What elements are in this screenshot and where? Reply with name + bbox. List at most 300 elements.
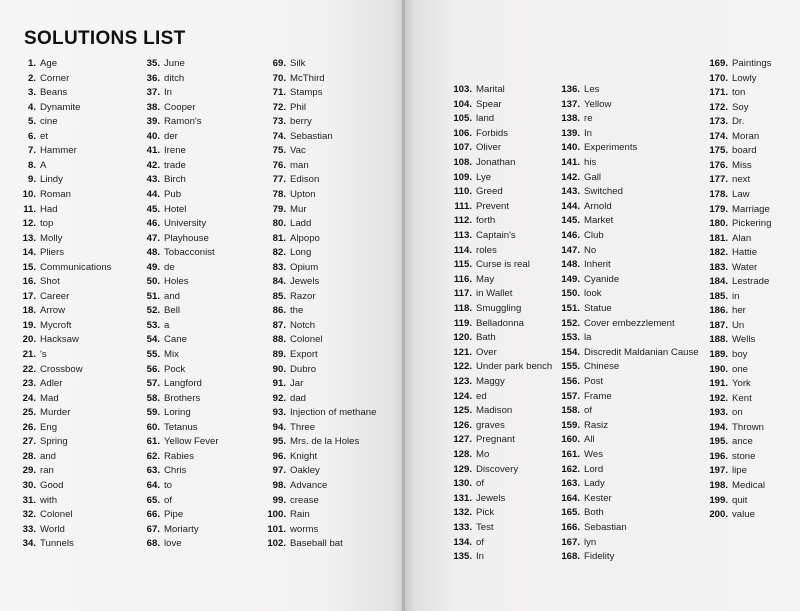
- solution-item: [704, 262, 757, 274]
- solution-item: [444, 478, 484, 490]
- solution-number: 111.: [454, 200, 472, 212]
- solution-number: 161.: [561, 449, 580, 460]
- solution-text: Rain: [290, 509, 310, 521]
- solution-item: [556, 478, 605, 490]
- solution-number: 146.: [561, 230, 580, 241]
- solution-text: No: [584, 244, 597, 256]
- solution-text: Discredit Maldanian Cause: [584, 346, 699, 358]
- solution-number: 65.: [146, 494, 160, 506]
- solution-number: 175.: [709, 145, 728, 157]
- solution-text: Beans: [40, 87, 68, 99]
- solution-text: of: [476, 536, 485, 548]
- solution-number: 33.: [22, 523, 36, 535]
- solution-item: [704, 465, 747, 477]
- solution-item: [138, 349, 179, 361]
- solution-number: 194.: [709, 421, 728, 433]
- solution-number: 178.: [709, 189, 728, 200]
- solution-item: [704, 116, 744, 128]
- solution-item: [262, 174, 319, 186]
- solution-text: Belladonna: [476, 317, 525, 329]
- solution-text: Hammer: [40, 145, 77, 157]
- solution-number: 4.: [27, 101, 36, 113]
- solution-number: 169.: [709, 58, 728, 69]
- solution-item: [262, 349, 318, 361]
- solution-item: [444, 507, 494, 519]
- solution-item: [556, 347, 699, 359]
- solution-number: 182.: [709, 247, 728, 259]
- solution-number: 78.: [272, 189, 286, 200]
- solution-text: et: [40, 130, 49, 142]
- solution-item: [444, 230, 516, 242]
- solution-item: [556, 99, 611, 111]
- solution-number: 7.: [27, 145, 36, 157]
- solution-item: [14, 509, 73, 521]
- solution-number: 71.: [272, 87, 286, 99]
- solution-item: [704, 58, 771, 70]
- solution-text: Paintings: [732, 58, 772, 69]
- solution-text: Had: [40, 203, 58, 215]
- solution-text: Silk: [290, 58, 306, 69]
- solution-item: [138, 204, 186, 216]
- solution-text: man: [290, 159, 309, 171]
- solution-number: 200.: [709, 509, 728, 521]
- solution-text: Opium: [290, 261, 319, 273]
- solution-number: 163.: [561, 478, 580, 490]
- solution-number: 112.: [453, 215, 472, 227]
- solution-number: 62.: [146, 450, 160, 462]
- solution-text: Spring: [40, 436, 68, 448]
- solution-text: Baseball bat: [290, 538, 343, 550]
- solution-text: Mycroft: [40, 319, 72, 331]
- solution-item: [556, 186, 623, 198]
- solution-item: [704, 291, 739, 303]
- solution-item: [444, 405, 512, 417]
- solution-number: 56.: [146, 363, 160, 375]
- solution-number: 154.: [561, 346, 580, 358]
- solution-number: 67.: [146, 523, 160, 535]
- solution-text: World: [40, 523, 65, 535]
- solution-item: [556, 230, 604, 242]
- solution-item: [704, 407, 743, 419]
- solution-text: Sebastian: [290, 130, 333, 142]
- solution-item: [444, 551, 484, 563]
- solution-text: Discovery: [476, 463, 519, 475]
- solution-number: 22.: [22, 363, 36, 375]
- solution-text: forth: [476, 215, 496, 227]
- solution-number: 15.: [22, 261, 36, 273]
- solution-text: Wes: [584, 449, 604, 460]
- solution-text: Cooper: [164, 101, 196, 113]
- solution-item: [444, 201, 509, 213]
- solution-number: 150.: [561, 288, 580, 300]
- solution-number: 109.: [453, 171, 472, 183]
- solution-item: [444, 172, 491, 184]
- solution-item: [262, 58, 305, 70]
- solution-item: [444, 522, 494, 534]
- solution-text: Les: [584, 84, 600, 95]
- solution-number: 20.: [22, 334, 36, 346]
- solution-item: [14, 320, 71, 332]
- solution-item: [14, 116, 58, 128]
- solution-number: 103.: [453, 84, 472, 95]
- solution-number: 132.: [453, 507, 472, 519]
- solution-item: [138, 262, 175, 274]
- solution-item: [262, 233, 320, 245]
- solution-item: [704, 189, 750, 201]
- solution-number: 81.: [272, 232, 286, 244]
- solution-text: one: [732, 363, 749, 375]
- solution-text: in: [732, 290, 740, 302]
- solution-item: [14, 334, 79, 346]
- solution-text: crease: [290, 494, 319, 506]
- solution-number: 140.: [561, 142, 580, 154]
- solution-item: [14, 305, 65, 317]
- solution-item: [444, 288, 512, 300]
- solution-item: [14, 465, 54, 477]
- solution-text: Lestrade: [732, 276, 770, 288]
- solution-number: 52.: [146, 305, 160, 317]
- solution-number: 138.: [561, 113, 580, 125]
- solution-item: [138, 320, 169, 332]
- solution-text: Club: [584, 230, 604, 241]
- solution-text: Mrs. de la Holes: [290, 436, 360, 448]
- solution-item: [704, 480, 765, 492]
- solution-item: [556, 303, 612, 315]
- solution-text: Captain's: [476, 230, 516, 241]
- solution-item: [704, 422, 764, 434]
- solution-item: [556, 361, 619, 373]
- solution-number: 107.: [453, 142, 472, 154]
- solution-text: Lowly: [732, 72, 757, 84]
- solution-text: Forbids: [476, 127, 508, 139]
- solution-number: 1.: [27, 58, 36, 69]
- solution-number: 10.: [22, 189, 36, 200]
- solution-number: 137.: [561, 98, 580, 110]
- solution-text: on: [732, 407, 743, 419]
- solution-number: 115.: [453, 259, 472, 271]
- solution-number: 38.: [146, 101, 160, 113]
- solution-item: [444, 303, 521, 315]
- solution-number: 74.: [272, 130, 286, 142]
- solution-number: 122.: [453, 361, 472, 373]
- solution-text: Colonel: [290, 334, 323, 346]
- solution-number: 84.: [272, 276, 286, 288]
- solution-text: Un: [732, 319, 745, 331]
- solution-text: Bath: [476, 332, 496, 344]
- solution-item: [138, 58, 185, 70]
- solution-text: Statue: [584, 303, 612, 314]
- solution-item: [138, 276, 189, 288]
- solution-text: Cyanide: [584, 273, 620, 285]
- solution-text: lyn: [584, 536, 597, 548]
- solution-item: [556, 113, 593, 125]
- solution-text: of: [476, 478, 485, 490]
- book-gutter: [402, 0, 405, 611]
- solution-number: 144.: [561, 200, 580, 212]
- solution-text: Alan: [732, 232, 752, 244]
- solution-number: 102.: [267, 538, 286, 550]
- solution-number: 167.: [561, 536, 580, 548]
- solution-number: 195.: [709, 436, 728, 448]
- solution-number: 181.: [709, 232, 728, 244]
- solution-item: [138, 218, 206, 230]
- solution-text: Upton: [290, 189, 316, 200]
- right-page: [404, 0, 800, 611]
- solution-number: 83.: [272, 261, 286, 273]
- solution-number: 92.: [272, 392, 286, 404]
- solution-text: Injection of methane: [290, 407, 377, 419]
- solution-text: Water: [732, 261, 758, 273]
- solution-number: 90.: [272, 363, 286, 375]
- solution-text: trade: [164, 159, 186, 171]
- solution-text: boy: [732, 349, 748, 360]
- solution-item: [704, 145, 757, 157]
- solution-item: [556, 142, 637, 154]
- solution-number: 190.: [709, 363, 728, 375]
- solution-text: Pliers: [40, 247, 64, 259]
- solution-item: [14, 58, 57, 70]
- solution-item: [444, 318, 524, 330]
- solution-text: Loring: [164, 407, 191, 419]
- solution-item: [262, 393, 306, 405]
- solution-text: Jonathan: [476, 157, 516, 168]
- solution-number: 120.: [453, 332, 472, 344]
- solution-item: [138, 378, 202, 390]
- solution-item: [262, 378, 303, 390]
- solution-text: Vac: [290, 145, 306, 157]
- solution-item: [704, 378, 751, 390]
- solution-number: 17.: [22, 290, 36, 302]
- solution-text: top: [40, 218, 54, 230]
- solution-number: 80.: [272, 218, 286, 230]
- solution-item: [262, 247, 311, 259]
- solution-item: [556, 522, 627, 534]
- solution-item: [262, 116, 312, 128]
- solution-item: [262, 480, 327, 492]
- solution-number: 3.: [27, 87, 36, 99]
- solution-number: 27.: [22, 436, 36, 448]
- solution-number: 42.: [146, 159, 160, 171]
- solution-text: Mo: [476, 449, 490, 460]
- solution-item: [138, 174, 186, 186]
- solution-number: 162.: [561, 463, 580, 475]
- solution-item: [262, 407, 376, 419]
- solution-text: Kent: [732, 392, 752, 404]
- solution-text: land: [476, 113, 495, 125]
- solution-text: Cover embezzlement: [584, 317, 675, 329]
- solution-number: 37.: [146, 87, 160, 99]
- solution-item: [138, 465, 186, 477]
- solution-text: de: [164, 261, 175, 273]
- solution-item: [444, 376, 505, 388]
- solution-item: [262, 524, 318, 536]
- solution-number: 79.: [272, 203, 286, 215]
- solution-text: Advance: [290, 480, 328, 491]
- solution-text: Hattie: [732, 247, 758, 259]
- solution-item: [704, 131, 759, 143]
- solution-item: [262, 145, 306, 157]
- solution-text: Adler: [40, 378, 63, 390]
- solution-number: 143.: [561, 186, 580, 198]
- solution-item: [444, 99, 502, 111]
- solution-text: Chinese: [584, 361, 620, 373]
- solution-text: Over: [476, 346, 497, 358]
- solution-number: 106.: [453, 127, 472, 139]
- solution-text: Phil: [290, 101, 306, 113]
- solution-item: [14, 349, 47, 361]
- solution-number: 189.: [709, 349, 728, 360]
- solution-number: 86.: [272, 305, 286, 317]
- solution-number: 119.: [453, 317, 472, 329]
- solution-text: berry: [290, 116, 312, 128]
- solution-number: 183.: [709, 261, 728, 273]
- solution-item: [444, 84, 505, 96]
- solution-text: Gall: [584, 171, 602, 183]
- solution-number: 87.: [272, 319, 286, 331]
- solution-number: 164.: [561, 492, 580, 504]
- solution-number: 55.: [146, 349, 160, 360]
- solution-item: [704, 334, 755, 346]
- solution-item: [138, 538, 182, 550]
- solution-item: [444, 361, 552, 373]
- solution-item: [262, 87, 323, 99]
- solution-text: his: [584, 157, 597, 168]
- solution-item: [556, 318, 675, 330]
- solution-number: 46.: [146, 218, 160, 230]
- solution-item: [556, 405, 592, 417]
- solution-text: Hotel: [164, 203, 187, 215]
- solution-item: [138, 160, 186, 172]
- solution-item: [14, 174, 63, 186]
- solution-text: Mix: [164, 349, 179, 360]
- solution-text: Pock: [164, 363, 186, 375]
- solution-item: [14, 262, 111, 274]
- solution-item: [704, 87, 745, 99]
- solution-number: 123.: [453, 376, 472, 387]
- solution-number: 134.: [453, 536, 472, 548]
- solution-number: 105.: [453, 113, 472, 125]
- solution-number: 104.: [453, 98, 472, 110]
- solution-number: 191.: [709, 378, 728, 390]
- solution-number: 135.: [453, 551, 472, 563]
- solution-number: 100.: [267, 509, 286, 521]
- solution-item: [14, 436, 68, 448]
- solution-item: [444, 434, 515, 446]
- solution-text: Tunnels: [40, 538, 74, 550]
- solution-text: Corner: [40, 72, 70, 84]
- solution-text: All: [584, 434, 595, 446]
- solution-number: 157.: [561, 390, 580, 402]
- solution-text: Market: [584, 215, 614, 227]
- solution-text: Fidelity: [584, 551, 615, 563]
- solution-item: [556, 493, 612, 505]
- solution-item: [138, 480, 172, 492]
- solution-item: [556, 201, 612, 213]
- solution-number: 91.: [272, 378, 286, 390]
- solution-number: 139.: [561, 127, 580, 139]
- solution-text: Three: [290, 421, 316, 433]
- solution-text: Eng: [40, 421, 58, 433]
- solution-text: Rasiz: [584, 419, 608, 431]
- solution-item: [704, 204, 770, 216]
- solution-number: 185.: [709, 290, 728, 302]
- solution-number: 128.: [453, 449, 472, 460]
- solution-text: In: [584, 127, 593, 139]
- solution-number: 36.: [146, 72, 160, 84]
- solution-item: [262, 305, 303, 317]
- solution-item: [556, 274, 619, 286]
- solution-number: 11.: [23, 203, 36, 215]
- solution-text: Pub: [164, 189, 182, 200]
- solution-number: 77.: [272, 174, 286, 186]
- solution-item: [262, 334, 323, 346]
- solution-text: Marital: [476, 84, 505, 95]
- solution-number: 116.: [453, 273, 472, 285]
- solution-text: Export: [290, 349, 318, 360]
- solution-number: 179.: [709, 203, 728, 215]
- solution-item: [138, 87, 172, 99]
- solution-text: Mad: [40, 392, 59, 404]
- solution-item: [704, 102, 749, 114]
- solution-item: [444, 245, 497, 257]
- solution-number: 113.: [453, 230, 472, 241]
- solution-text: Good: [40, 480, 64, 491]
- solution-text: Spear: [476, 98, 502, 110]
- solution-item: [444, 157, 515, 169]
- solution-text: worms: [290, 523, 319, 535]
- solution-text: Experiments: [584, 142, 638, 154]
- solution-number: 13.: [22, 232, 36, 244]
- solution-number: 198.: [709, 480, 728, 491]
- solution-text: stone: [732, 450, 756, 462]
- solution-text: Yellow Fever: [164, 436, 219, 448]
- solution-number: 160.: [561, 434, 580, 446]
- solution-number: 75.: [272, 145, 286, 157]
- solution-text: the: [290, 305, 304, 317]
- solution-item: [138, 364, 185, 376]
- solution-item: [138, 131, 178, 143]
- solution-item: [138, 407, 191, 419]
- solution-text: Age: [40, 58, 58, 69]
- solution-text: and: [164, 290, 181, 302]
- solution-text: Marriage: [732, 203, 770, 215]
- solution-item: [14, 291, 69, 303]
- solution-text: to: [164, 480, 173, 491]
- solution-item: [444, 493, 505, 505]
- solution-number: 44.: [146, 189, 160, 200]
- solution-number: 19.: [22, 319, 36, 331]
- solution-item: [262, 102, 306, 114]
- solution-item: [262, 204, 307, 216]
- solution-number: 101.: [267, 523, 286, 535]
- solution-number: 186.: [709, 305, 728, 317]
- solution-item: [704, 247, 757, 259]
- solution-number: 108.: [453, 157, 472, 168]
- solution-item: [444, 186, 503, 198]
- solution-item: [14, 204, 58, 216]
- solution-item: [556, 434, 595, 446]
- solution-number: 176.: [709, 159, 728, 171]
- solution-number: 171.: [709, 87, 728, 99]
- solution-text: value: [732, 509, 755, 521]
- solution-text: love: [164, 538, 182, 550]
- solution-item: [704, 305, 746, 317]
- solution-item: [444, 113, 494, 125]
- solution-item: [262, 276, 319, 288]
- solution-text: Pregnant: [476, 434, 515, 446]
- solution-text: Pipe: [164, 509, 184, 521]
- solution-text: Crossbow: [40, 363, 83, 375]
